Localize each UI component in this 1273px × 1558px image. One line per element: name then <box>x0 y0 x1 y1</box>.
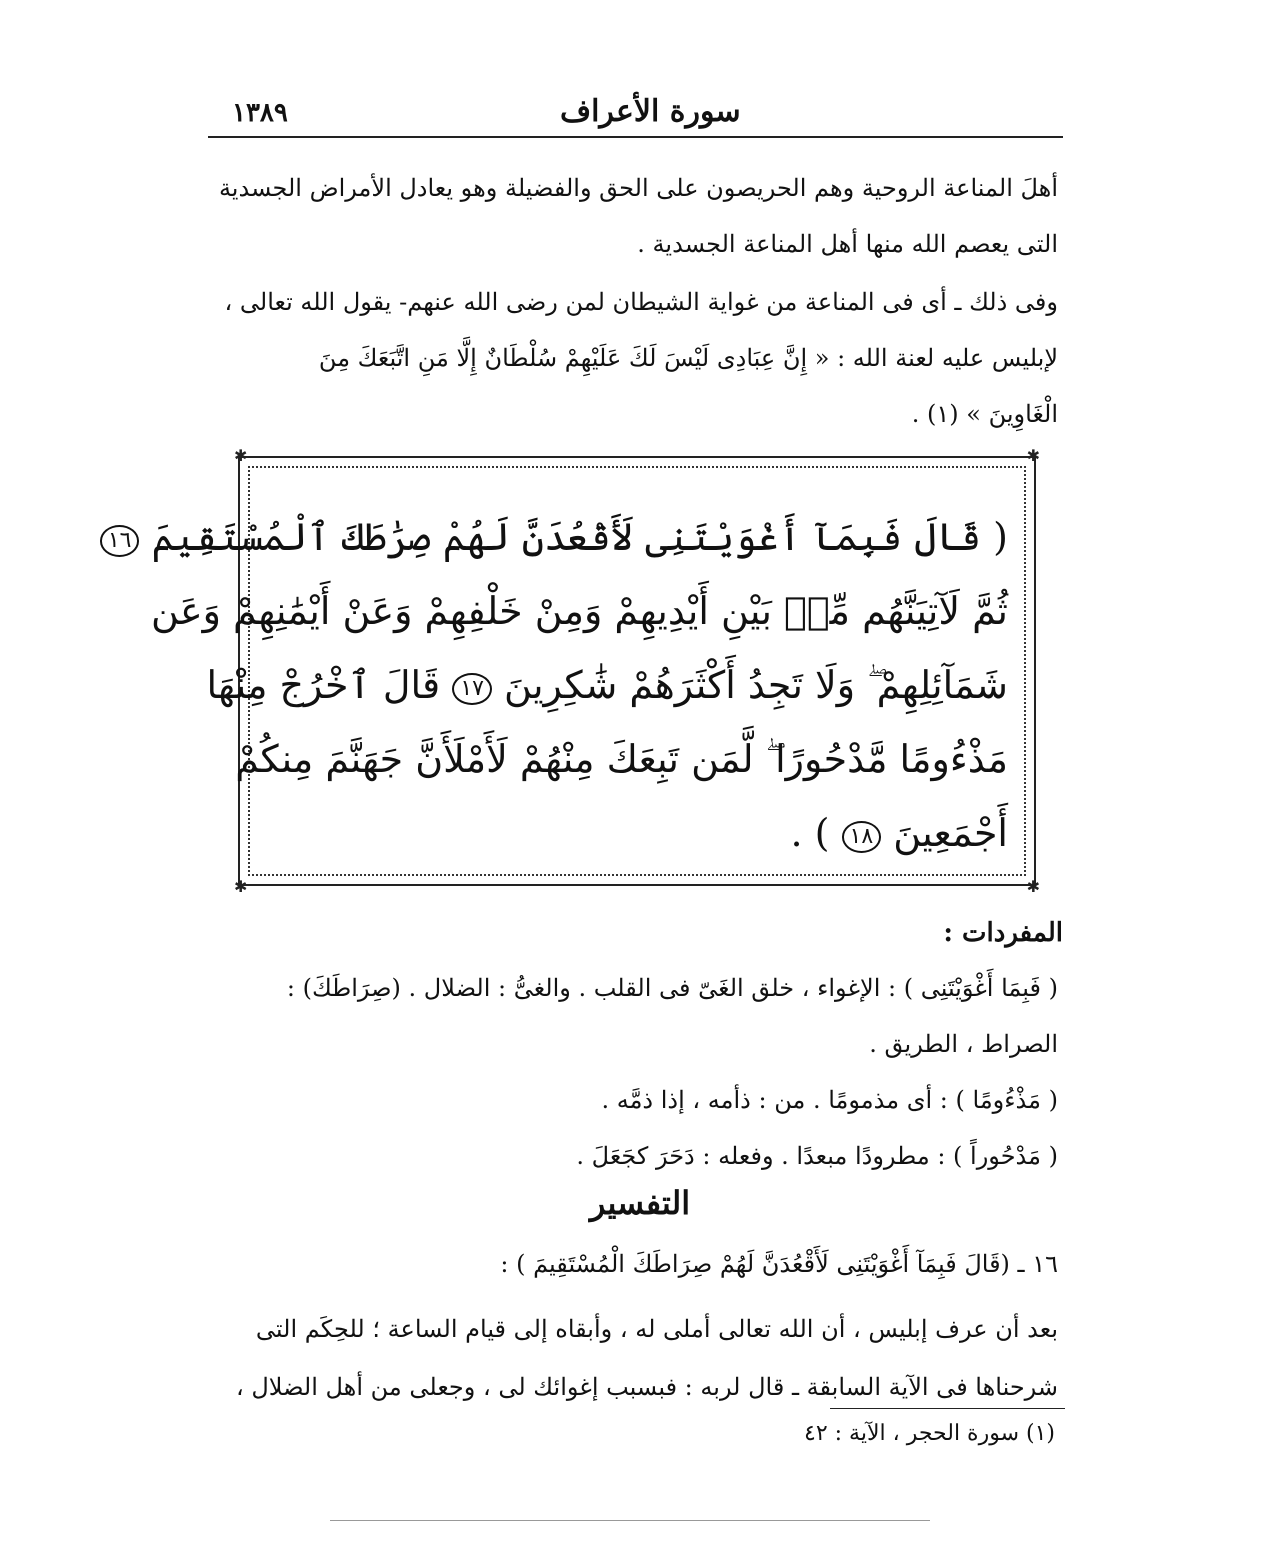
vocab-entry: ( فَبِمَا أَغْوَيْتَنِى ) : الإغواء ، خلق الغَىّ فى القلب . والغىُّ : الضلال . (صِرَاطَكَ) : <box>286 974 1058 1002</box>
vocab-entry: ( مَذْءُومًا ) : أى مذمومًا . من : ذأمه ، إذا ذمَّه . <box>601 1086 1058 1114</box>
header-rule <box>208 136 1063 138</box>
ayah-number-marker: ١٧ <box>452 673 492 705</box>
verse-line: ثُمَّ لَآتِيَنَّهُم مِّنۢ بَيْنِ أَيْدِيهِمْ وَمِنْ خَلْفِهِمْ وَعَنْ أَيْمَٰنِهِمْ وَعَن <box>151 589 1008 633</box>
footnote-rule <box>830 1408 1065 1409</box>
quote-line: الْغَاوِينَ » (١) . <box>911 400 1058 428</box>
page-bottom-rule <box>330 1520 930 1521</box>
page-number: ١٣٨٩ <box>232 98 288 128</box>
intro-line: التى يعصم الله منها أهل المناعة الجسدية . <box>637 230 1058 258</box>
vocab-list <box>213 960 1058 1184</box>
verse-line: مَذْءُومًا مَّدْحُورًا ۖ لَّمَن تَبِعَكَ مِنْهُمْ لَأَمْلَأَنَّ جَهَنَّمَ مِنكُمْ <box>235 737 1008 781</box>
frame-corner-ornament: ✱ <box>1026 877 1040 896</box>
footnote: (١) سورة الحجر ، الآية : ٤٢ <box>804 1421 1055 1446</box>
intro-paragraph <box>213 160 1058 272</box>
quote-paragraph <box>213 274 1058 442</box>
vocab-entry: الصراط ، الطريق . <box>869 1030 1058 1058</box>
tafsir-line: بعد أن عرف إبليس ، أن الله تعالى أملى له ، وأبقاه إلى قيام الساعة ؛ للحِكَم التى <box>255 1315 1058 1343</box>
verse-line: أَجْمَعِينَ ١٨ ) . <box>790 811 1008 855</box>
frame-corner-ornament: ✱ <box>234 446 248 465</box>
quran-verse <box>107 500 1008 870</box>
vocab-heading: المفردات : <box>943 918 1063 948</box>
verse-line: ( قَالَ فَبِمَآ أَغْوَيْتَنِى لَأَقْعُدَنَّ لَهُمْ صِرَٰطَكَ ٱلْمُسْتَقِيمَ ١٦ <box>263 500 1008 574</box>
tafsir-heading: التفسير <box>589 1184 691 1222</box>
tafsir-verse-line: ١٦ ـ (قَالَ فَبِمَآ أَغْوَيْتَنِى لَأَقْعُدَنَّ لَهُمْ صِرَاطَكَ الْمُسْتَقِيمَ ) : <box>500 1250 1058 1278</box>
quote-line: لإبليس عليه لعنة الله : « إِنَّ عِبَادِى لَيْسَ لَكَ عَلَيْهِمْ سُلْطَانٌ إِلَّا مَنِ اتَّبَعَكَ مِنَ <box>318 344 1058 372</box>
tafsir-line: شرحناها فى الآية السابقة ـ قال لربه : فبسبب إغوائك لى ، وجعلى من أهل الضلال ، <box>235 1373 1058 1401</box>
intro-line: أهلَ المناعة الروحية وهم الحريصون على الحق والفضيلة وهو يعادل الأمراض الجسدية <box>218 174 1058 202</box>
verse-line: شَمَآئِلِهِمْ ۖ وَلَا تَجِدُ أَكْثَرَهُمْ شَٰكِرِينَ ١٧ قَالَ ٱخْرُجْ مِنْهَا <box>206 663 1008 707</box>
frame-corner-ornament: ✱ <box>1026 446 1040 465</box>
surah-title: سورة الأعراف <box>560 94 741 129</box>
ayah-number-marker: ١٦ <box>100 525 140 557</box>
tafsir-paragraph <box>213 1300 1058 1416</box>
ayah-number-marker: ١٨ <box>842 821 882 853</box>
frame-corner-ornament: ✱ <box>234 877 248 896</box>
quote-line: وفى ذلك ـ أى فى المناعة من غواية الشيطان لمن رضى الله عنهم- يقول الله تعالى ، <box>224 288 1058 316</box>
vocab-entry: ( مَدْحُوراً ) : مطرودًا مبعدًا . وفعله : دَحَرَ كجَعَلَ . <box>576 1142 1058 1170</box>
